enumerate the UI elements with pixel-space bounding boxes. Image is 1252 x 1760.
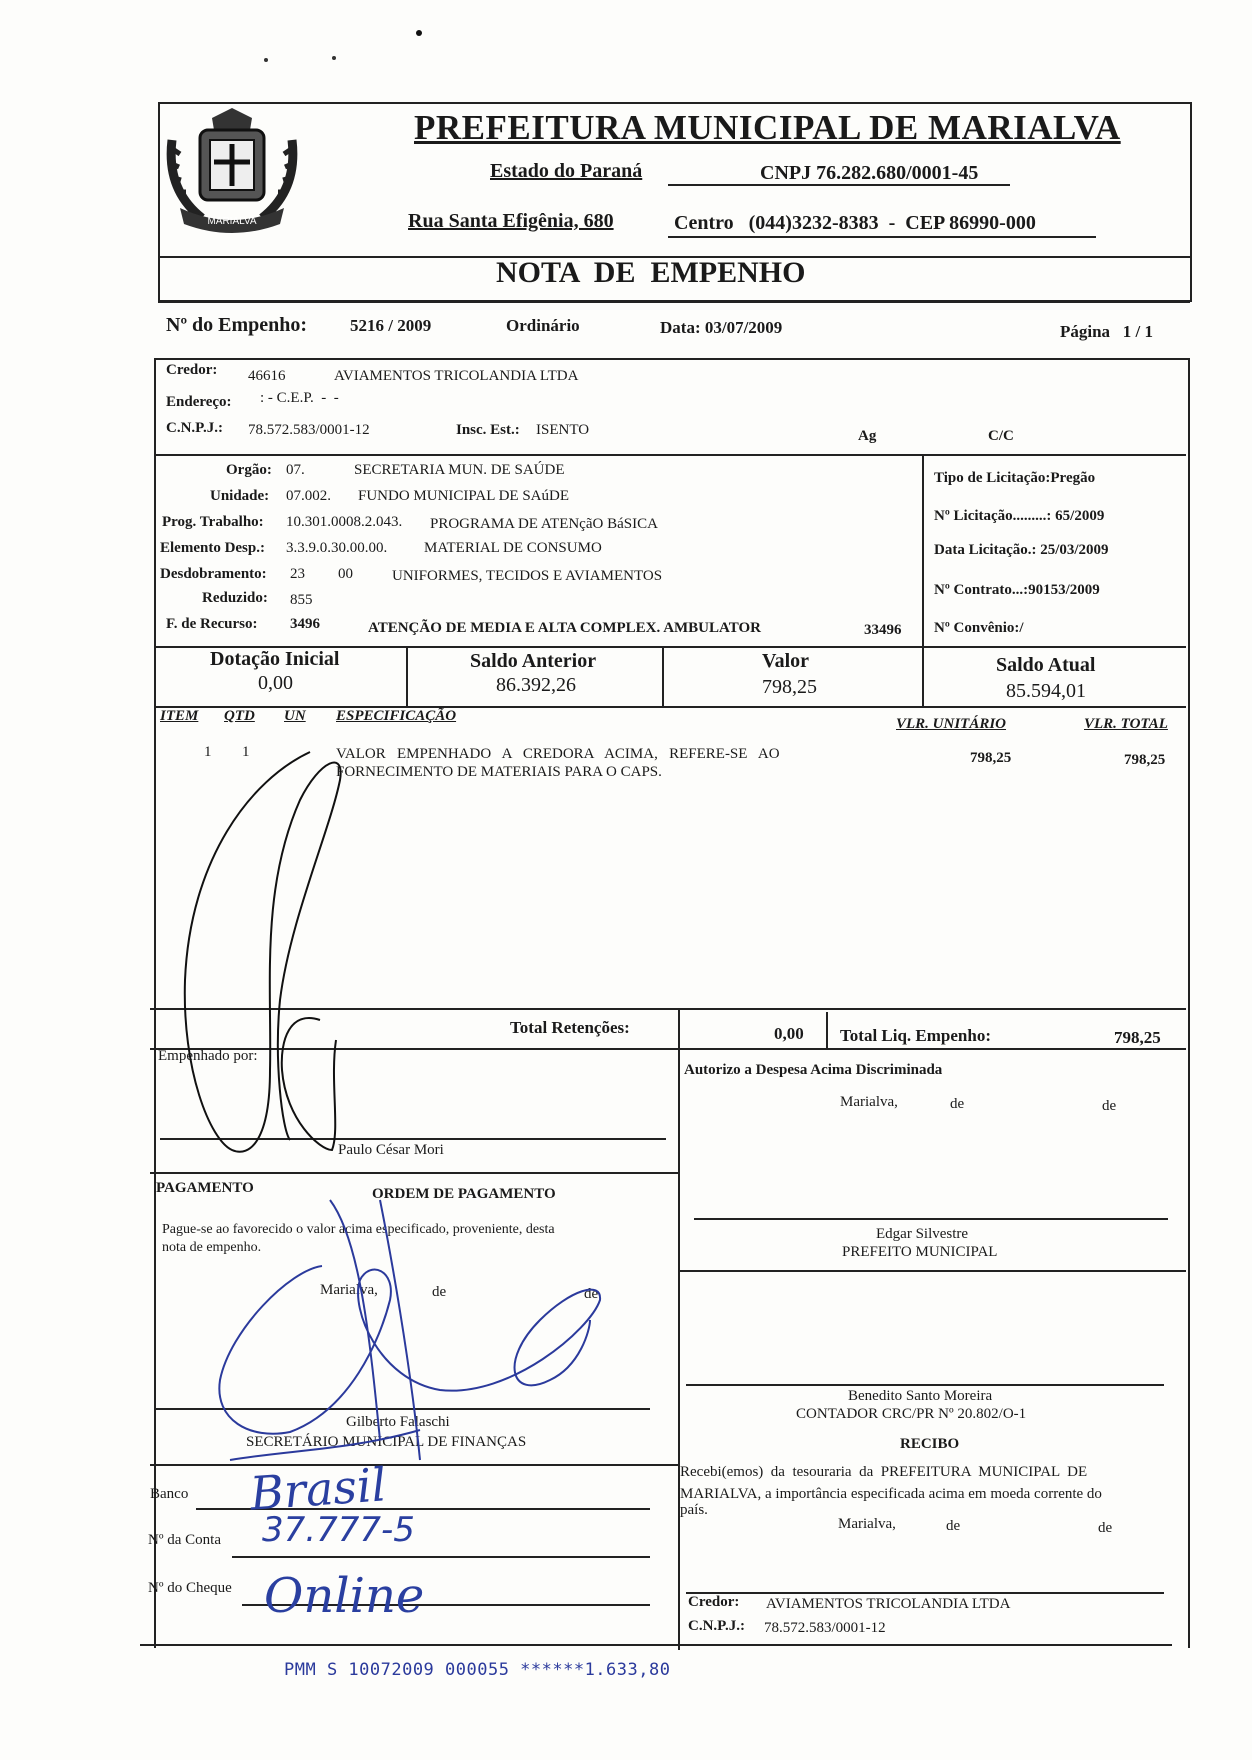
pagamento-local: Marialva,: [320, 1282, 378, 1298]
autorizo-de2: de: [1102, 1098, 1117, 1114]
secretario-nome: Gilberto Falaschi: [346, 1414, 450, 1430]
unidade-code: 07.002.: [286, 488, 331, 504]
recibo-title: RECIBO: [900, 1436, 960, 1452]
empenho-number: 5216 / 2009: [350, 316, 432, 335]
signature-secretario: [210, 1180, 650, 1480]
cnpj-label: C.N.P.J.:: [166, 420, 223, 436]
elem-name: MATERIAL DE CONSUMO: [424, 540, 602, 556]
insc-value: ISENTO: [536, 422, 590, 438]
endereco-label: Endereço:: [166, 394, 232, 410]
ag-label: Ag: [858, 428, 877, 444]
recibo-text2: MARIALVA, a importância especificada acima em moeda corrente do: [680, 1486, 1102, 1502]
recibo-credor-label: Credor:: [688, 1594, 740, 1610]
empenho-label: Nº do Empenho:: [166, 314, 308, 336]
cnpj: CNPJ 76.282.680/0001-45: [760, 162, 979, 184]
autorizo-de1: de: [950, 1096, 965, 1112]
row-spec-line2: FORNECIMENTO DE MATERIAIS PARA O CAPS.: [336, 764, 662, 780]
page-number: Página 1 / 1: [1060, 322, 1154, 341]
valor-label: Valor: [762, 650, 810, 672]
insc-label: Insc. Est.:: [456, 422, 520, 438]
col-total: VLR. TOTAL: [1084, 716, 1168, 732]
contact: Centro (044)3232-8383 - CEP 86990-000: [674, 212, 1036, 234]
empenho-type: Ordinário: [506, 316, 580, 335]
prog-label: Prog. Trabalho:: [162, 514, 264, 530]
conta-handwritten: 37.777-5: [262, 1510, 415, 1550]
atual-value: 85.594,01: [1006, 680, 1086, 702]
reduzido-label: Reduzido:: [202, 590, 268, 606]
licitacao-numero: Nº Licitação.........: 65/2009: [934, 508, 1105, 524]
atual-label: Saldo Atual: [996, 654, 1096, 676]
recurso-code: 3496: [290, 616, 320, 632]
prefeito-nome: Edgar Silvestre: [876, 1226, 969, 1242]
recibo-cnpj: 78.572.583/0001-12: [764, 1620, 886, 1636]
desd-code2: 00: [338, 566, 353, 582]
contador-cargo: CONTADOR CRC/PR Nº 20.802/O-1: [796, 1406, 1027, 1422]
pagamento-de1: de: [432, 1284, 447, 1300]
prefeito-cargo: PREFEITO MUNICIPAL: [842, 1244, 998, 1260]
credor-label: Credor:: [166, 362, 218, 378]
desd-label: Desdobramento:: [160, 566, 267, 582]
pagamento-label: PAGAMENTO: [156, 1180, 254, 1196]
row-total: 798,25: [1124, 752, 1166, 768]
row-item: 1: [204, 744, 212, 760]
elem-code: 3.3.9.0.30.00.00.: [286, 540, 388, 556]
retencoes-label: Total Retenções:: [510, 1018, 630, 1037]
banco-label: Banco: [150, 1486, 189, 1502]
autorizo-local: Marialva,: [840, 1094, 898, 1110]
stamp: PMM S 10072009 000055 ******1.633,80: [284, 1660, 671, 1680]
dotacao-label: Dotação Inicial: [210, 648, 340, 670]
col-un: UN: [284, 708, 306, 724]
anterior-value: 86.392,26: [496, 674, 576, 696]
unidade-name: FUNDO MUNICIPAL DE SAúDE: [358, 488, 569, 504]
elem-label: Elemento Desp.:: [160, 540, 265, 556]
pagamento-texto2: nota de empenho.: [162, 1240, 262, 1255]
scan-mark: [416, 30, 422, 36]
autorizo-text: Autorizo a Despesa Acima Discriminada: [684, 1062, 943, 1078]
cheque-label: Nº do Cheque: [148, 1580, 232, 1596]
desd-code1: 23: [290, 566, 305, 582]
contrato: Nº Contrato...:90153/2009: [934, 582, 1100, 598]
credor-name: AVIAMENTOS TRICOLANDIA LTDA: [334, 368, 579, 384]
retencoes-value: 0,00: [774, 1024, 804, 1043]
pagamento-de2: de: [584, 1286, 599, 1302]
cc-label: C/C: [988, 428, 1014, 444]
recurso-label: F. de Recurso:: [166, 616, 258, 632]
anterior-label: Saldo Anterior: [470, 650, 597, 672]
row-qtd: 1: [242, 744, 250, 760]
col-unit: VLR. UNITÁRIO: [896, 716, 1007, 732]
prog-name: PROGRAMA DE ATENçãO BáSICA: [430, 516, 658, 532]
recibo-text3: país.: [680, 1502, 708, 1518]
orgao-name: SECRETARIA MUN. DE SAÚDE: [354, 462, 565, 478]
address: Rua Santa Efigênia, 680: [408, 210, 614, 232]
recibo-credor: AVIAMENTOS TRICOLANDIA LTDA: [766, 1596, 1011, 1612]
empenho-date: Data: 03/07/2009: [660, 318, 783, 337]
col-item: ITEM: [160, 708, 199, 724]
svg-text:MARIALVA: MARIALVA: [207, 216, 257, 227]
orgao-label: Orgão:: [226, 462, 272, 478]
liquido-label: Total Liq. Empenho:: [840, 1026, 991, 1045]
dotacao-value: 0,00: [258, 672, 293, 694]
prog-code: 10.301.0008.2.043.: [286, 514, 403, 530]
scan-mark: [264, 58, 268, 62]
col-espec: ESPECIFICAÇÃO: [336, 708, 457, 724]
empenhado-label: Empenhado por:: [158, 1048, 258, 1064]
valor-value: 798,25: [762, 676, 817, 698]
cheque-handwritten: Online: [264, 1568, 425, 1624]
page-title: PREFEITURA MUNICIPAL DE MARIALVA: [414, 108, 1121, 147]
unidade-label: Unidade:: [210, 488, 270, 504]
orgao-code: 07.: [286, 462, 305, 478]
licitacao-data: Data Licitação.: 25/03/2009: [934, 542, 1109, 558]
empenhado-nome: Paulo César Mori: [338, 1142, 444, 1158]
credor-code: 46616: [248, 368, 286, 384]
contador-nome: Benedito Santo Moreira: [848, 1388, 993, 1404]
recibo-local: Marialva,: [838, 1516, 896, 1532]
col-qtd: QTD: [224, 708, 255, 724]
row-unit: 798,25: [970, 750, 1012, 766]
recibo-cnpj-label: C.N.P.J.:: [688, 1618, 745, 1634]
state: Estado do Paraná: [490, 160, 643, 182]
ordem-pagamento: ORDEM DE PAGAMENTO: [372, 1186, 556, 1202]
row-spec-line1: VALOR EMPENHADO A CREDORA ACIMA, REFERE-SE AO: [336, 746, 780, 762]
recibo-de2: de: [1098, 1520, 1113, 1536]
desd-name: UNIFORMES, TECIDOS E AVIAMENTOS: [392, 568, 663, 584]
reduzido-value: 855: [290, 592, 313, 608]
secretario-cargo: SECRETÁRIO MUNICIPAL DE FINANÇAS: [246, 1434, 527, 1450]
recibo-text1: Recebi(emos) da tesouraria da PREFEITURA MUNICIPAL DE: [680, 1464, 1088, 1480]
convenio: Nº Convênio:/: [934, 620, 1024, 636]
signature-empenhado: [170, 740, 410, 1180]
scan-mark: [332, 56, 336, 60]
liquido-value: 798,25: [1114, 1028, 1161, 1047]
licitacao-tipo: Tipo de Licitação:Pregão: [934, 470, 1096, 486]
conta-label: Nº da Conta: [148, 1532, 221, 1548]
document-title: NOTA DE EMPENHO: [496, 256, 806, 289]
recibo-de1: de: [946, 1518, 961, 1534]
recurso-name: ATENÇÃO DE MEDIA E ALTA COMPLEX. AMBULATOR: [368, 620, 761, 636]
banco-handwritten: Brasil: [248, 1457, 388, 1521]
pagamento-texto1: Pague-se ao favorecido o valor acima especificado, proveniente, desta: [162, 1222, 555, 1237]
credor-cnpj: 78.572.583/0001-12: [248, 422, 370, 438]
recurso-code2: 33496: [864, 622, 902, 638]
endereco-value: : - C.E.P. - -: [260, 390, 339, 406]
